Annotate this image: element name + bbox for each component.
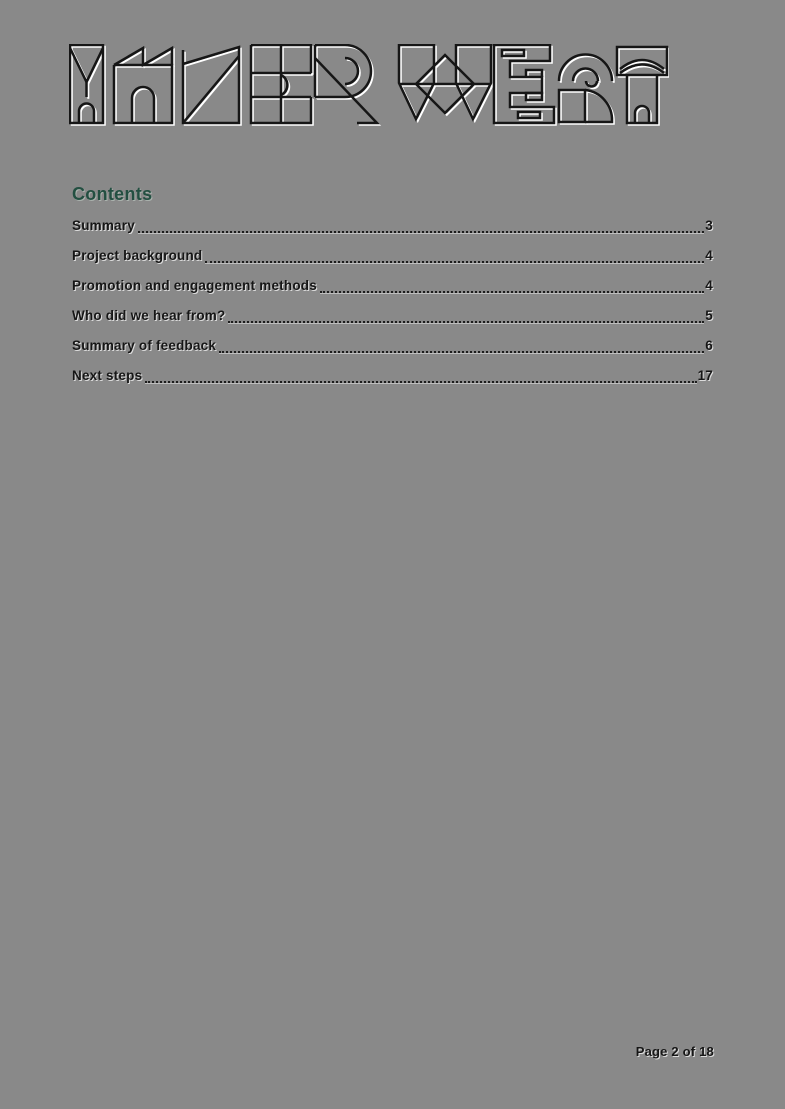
dot-leader (228, 308, 704, 323)
dot-leader (219, 338, 704, 353)
page-number-footer: Page 2 of 18 (635, 1044, 714, 1059)
table-of-contents (72, 210, 713, 390)
toc-entry-who-did-we-hear-from[interactable] (72, 300, 713, 330)
inner-west-logo (69, 44, 669, 126)
toc-entry-label: Summary of feedback (72, 337, 217, 353)
toc-entry-label: Who did we hear from? (72, 307, 226, 323)
toc-entry-summary-of-feedback[interactable] (72, 330, 713, 360)
toc-entry-label: Project background (72, 247, 203, 263)
toc-entry-label: Summary (72, 217, 135, 233)
dot-leader (205, 248, 704, 263)
toc-entry-page: 4 (705, 247, 713, 263)
dot-leader (320, 278, 704, 293)
contents-heading: Contents (72, 184, 153, 204)
toc-entry-summary[interactable] (72, 210, 713, 240)
toc-entry-page: 6 (705, 337, 713, 353)
dot-leader (138, 218, 704, 233)
dot-leader (145, 368, 696, 383)
toc-entry-promotion-engagement[interactable] (72, 270, 713, 300)
toc-entry-page: 5 (705, 307, 713, 323)
toc-entry-next-steps[interactable] (72, 360, 713, 390)
toc-entry-label: Next steps (72, 367, 143, 383)
toc-entry-project-background[interactable] (72, 240, 713, 270)
toc-entry-page: 17 (697, 367, 713, 383)
toc-entry-label: Promotion and engagement methods (72, 277, 317, 293)
toc-entry-page: 3 (705, 217, 713, 233)
toc-entry-page: 4 (705, 277, 713, 293)
